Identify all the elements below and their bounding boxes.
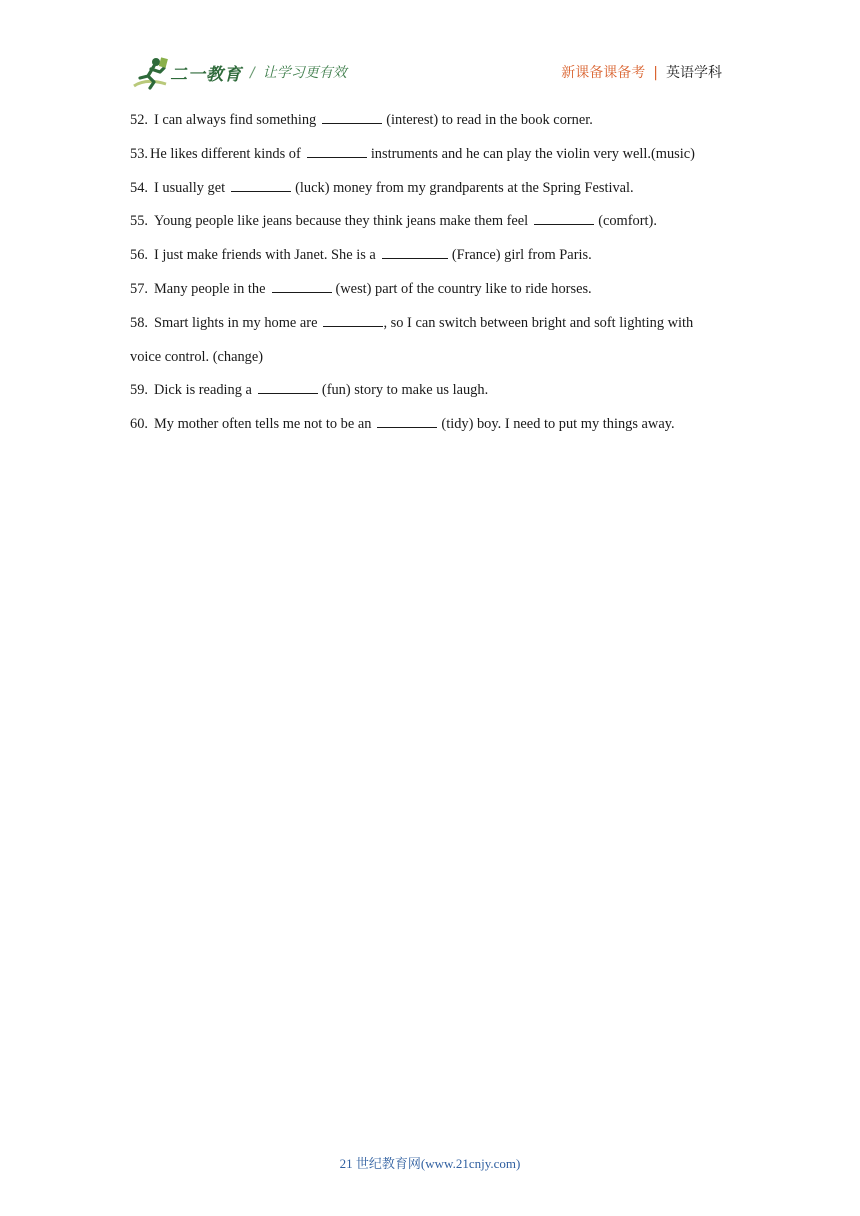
question-text: Dick is reading a [154,382,252,399]
question-60 [130,414,740,434]
question-52 [130,110,740,130]
question-hint: (France) girl from Paris. [451,247,592,264]
question-text: I just make friends with Janet. She is a [154,247,376,264]
question-number: 52. [130,112,148,128]
question-hint: (tidy) boy. I need to put my things away. [441,416,675,433]
slogan-text: 让学习更有效 [262,65,347,81]
question-number: 55. [130,213,148,230]
question-text: I can always find something [154,112,317,128]
logo [132,56,242,90]
question-list [130,110,740,448]
answer-blank[interactable] [534,212,594,225]
question-number: 60. [130,416,148,433]
question-number: 59. [130,382,148,399]
slogan [250,62,347,82]
question-hint: (west) part of the country like to ride horses. [335,280,592,297]
question-55 [130,211,740,231]
question-58 [130,313,740,333]
question-hint: (comfort). [598,213,657,230]
question-text: I usually get [154,179,226,196]
question-number: 58. [130,314,148,331]
answer-blank[interactable] [272,280,332,293]
question-continuation: voice control. (change) [130,348,264,365]
course-label: 新课备课备考 [561,65,646,81]
question-56 [130,245,740,265]
answer-blank[interactable] [377,415,437,428]
logo-text: 二一教育 [170,65,242,85]
slogan-slash: / [250,65,255,81]
question-hint: (fun) story to make us laugh. [321,382,489,399]
header-right [561,62,722,82]
question-hint: instruments and he can play the violin very well.(music) [370,145,695,162]
question-59 [130,380,740,400]
subject-label: 英语学科 [666,65,722,81]
question-number: 57. [130,280,148,297]
page-footer: 21 世纪教育网(www.21cnjy.com) [339,1156,521,1171]
page-header [0,0,860,100]
answer-blank[interactable] [258,381,318,394]
answer-blank[interactable] [322,111,382,124]
question-58-continuation [130,347,740,367]
question-number: 54. [130,179,148,196]
question-text: He likes different kinds of [150,145,301,162]
question-text: Young people like jeans because they think jeans make them feel [154,213,529,230]
answer-blank[interactable] [382,246,448,259]
question-hint: , so I can switch between bright and soft lighting with [383,314,694,331]
question-number: 53. [130,145,148,162]
question-number: 56. [130,247,148,264]
answer-blank[interactable] [323,314,383,327]
answer-blank[interactable] [231,179,291,192]
runner-logo-icon [132,56,172,90]
question-hint: (luck) money from my grandparents at the Spring Festival. [295,179,634,196]
question-53 [130,144,740,164]
header-divider: | [653,65,658,81]
question-57 [130,279,740,299]
question-54 [130,178,740,198]
question-text: Smart lights in my home are [154,314,318,331]
question-text: My mother often tells me not to be an [154,416,372,433]
question-text: Many people in the [154,280,266,297]
answer-blank[interactable] [307,145,367,158]
question-hint: (interest) to read in the book corner. [386,112,593,128]
